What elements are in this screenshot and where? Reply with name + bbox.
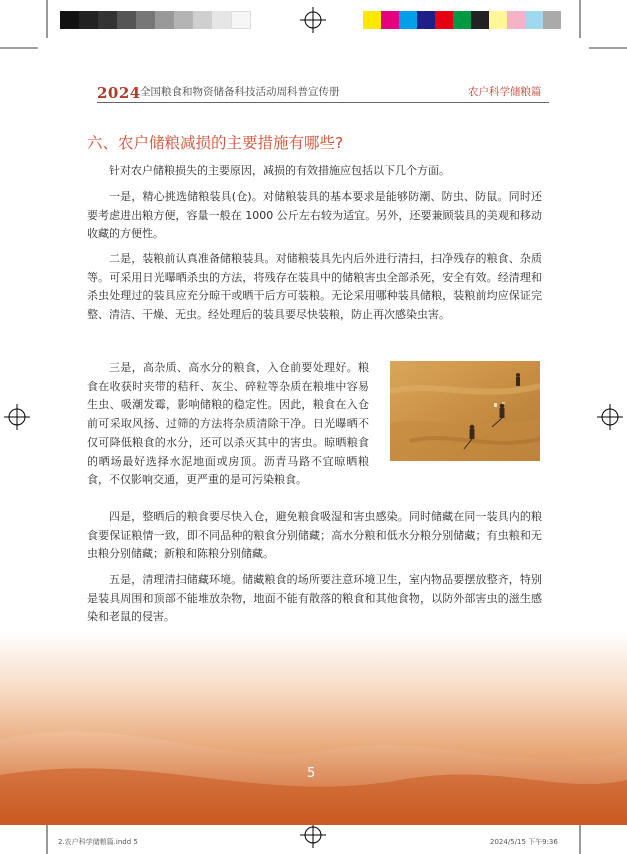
- paragraph-3: 三是，高杂质、高水分的粮食，入仓前要处理好。粮食在收获时夹带的秸秆、灰尘、碎粒等杂质在粮堆中容易生虫、吸潮发霉，影响储粮的稳定性。因此，粮食在入仓前可采取风扬、过筛的方法将杂质清除干净。日光曝晒不仅可降低粮食的水分，还可以杀灭其中的害虫。晾晒粮食的晒场最好选择水泥地面或房顶。沥青马路不宜晾晒粮食，不仅影响交通，更严重的是可污染粮食。: [87, 361, 369, 487]
- section-title: 六、农户储粮减损的主要措施有哪些?: [87, 134, 344, 152]
- paragraph-4: 四是，整晒后的粮食要尽快入仓，避免粮食吸湿和害虫感染。同时储藏在同一装具内的粮食要保证粮情一致，即不同品种的粮食分别储藏；高水分粮和低水分粮分别储藏；有虫粮和无虫粮分别储藏；新粮和陈粮分别储藏。: [87, 510, 542, 561]
- paragraph-5: 五是，清理清扫储藏环境。储藏粮食的场所要注意环境卫生，室内物品要摆放整齐，特别是装具周围和顶部不能堆放杂物，地面不能有散落的粮食和其他食物，以防外部害虫的滋生感染和老鼠的侵害。: [87, 573, 542, 624]
- footer-decoration: [0, 630, 627, 825]
- paragraph-1: 一是，精心挑选储粮装具(仓)。对储粮装具的基本要求是能够防潮、防虫、防鼠。同时还要考虑进出粮方便，容量一般在 1000 公斤左右较为适宜。另外，还要兼顾装具的美观和移动收藏的方便性。: [87, 190, 542, 241]
- file-slug: 2.农户科学储粮篇.indd 5: [58, 838, 138, 846]
- grain-drying-photo: [390, 361, 540, 461]
- header-section: 农户科学储粮篇: [468, 86, 542, 98]
- intro-paragraph: 针对农户储粮损失的主要原因，减损的有效措施应包括以下几个方面。: [109, 164, 450, 177]
- header-year: 2024: [97, 84, 141, 102]
- header-title: 全国粮食和物资储备科技活动周科普宣传册: [140, 86, 340, 98]
- timestamp-slug: 2024/5/15 下午9:36: [490, 838, 558, 846]
- page-number: 5: [307, 766, 316, 781]
- paragraph-2: 二是，装粮前认真准备储粮装具。对储粮装具先内后外进行清扫，扫净残存的粮食、杂质等。可采用日光曝晒杀虫的方法，将残存在装具中的储粮害虫全部杀死，安全有效。经清理和杀虫处理过的装具应充分晾干或晒干后方可装粮。无论采用哪种装具储粮，装粮前均应保证完整、清洁、干燥、无虫。经处理后的装具要尽快装粮，防止再次感染虫害。: [87, 252, 542, 322]
- header-divider: [97, 102, 549, 103]
